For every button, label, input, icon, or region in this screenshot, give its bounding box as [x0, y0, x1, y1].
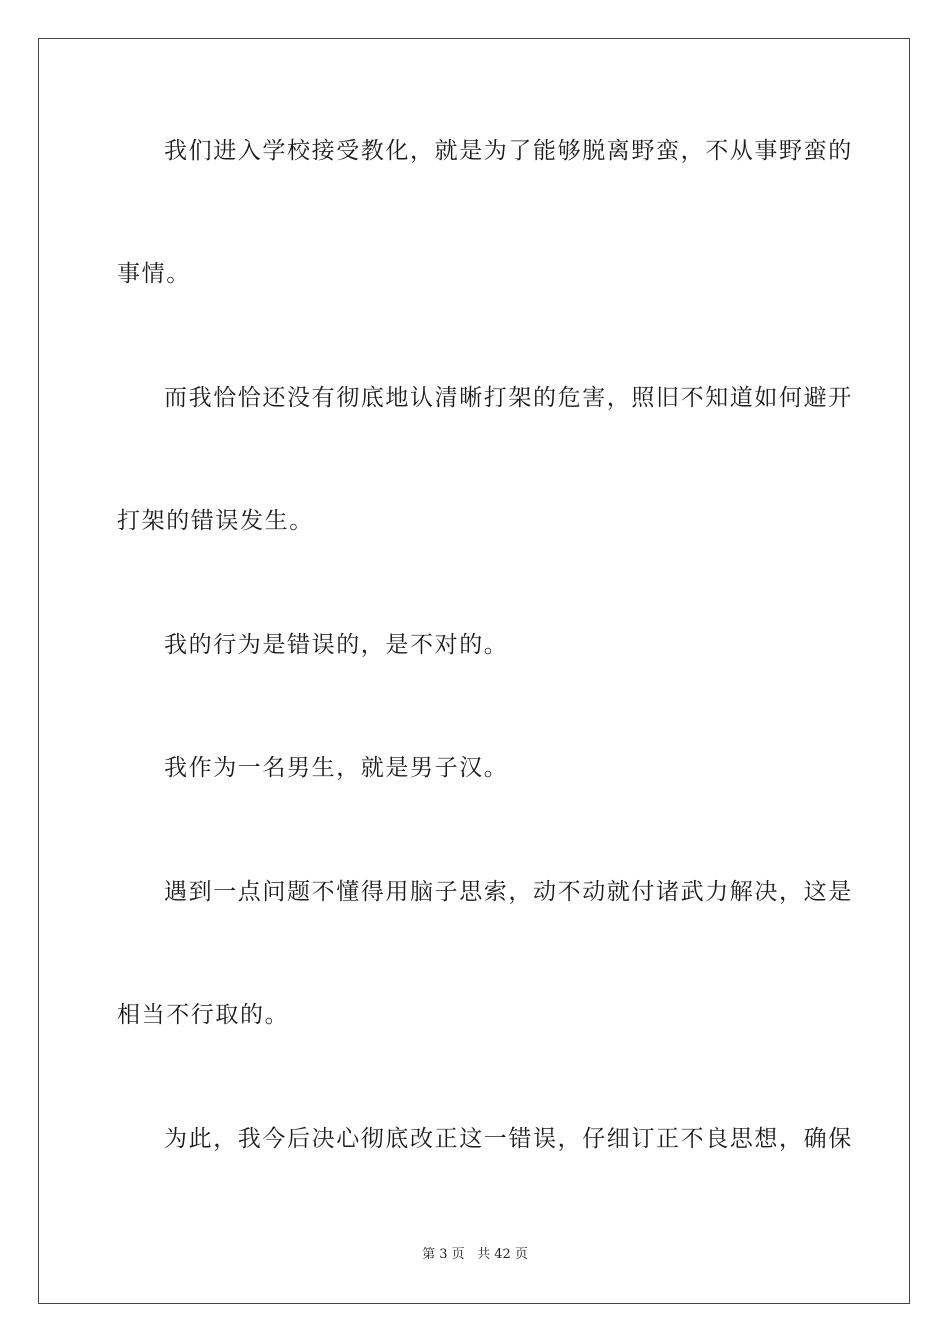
paragraph-line-8: 相当不行取的。: [117, 1002, 290, 1028]
paragraph-line-3: 而我恰恰还没有彻底地认清晰打架的危害，照旧不知道如何避开: [164, 385, 853, 411]
paragraph-line-4: 打架的错误发生。: [117, 508, 314, 534]
paragraph-line-2: 事情。: [117, 261, 191, 287]
paragraph-line-9: 为此，我今后决心彻底改正这一错误，仔细订正不良思想，确保: [164, 1126, 853, 1152]
page-total: 共 42 页: [477, 1247, 528, 1262]
page-footer: [0, 1246, 950, 1264]
paragraph-line-5: 我的行为是错误的，是不对的。: [164, 632, 509, 658]
paragraph-line-7: 遇到一点问题不懂得用脑子思索，动不动就付诸武力解决，这是: [164, 879, 853, 905]
paragraph-line-6: 我作为一名男生，就是男子汉。: [164, 755, 509, 781]
paragraph-line-1: 我们进入学校接受教化，就是为了能够脱离野蛮，不从事野蛮的: [164, 138, 853, 164]
page-border: [38, 38, 910, 1304]
page-number: 第 3 页: [422, 1247, 465, 1262]
